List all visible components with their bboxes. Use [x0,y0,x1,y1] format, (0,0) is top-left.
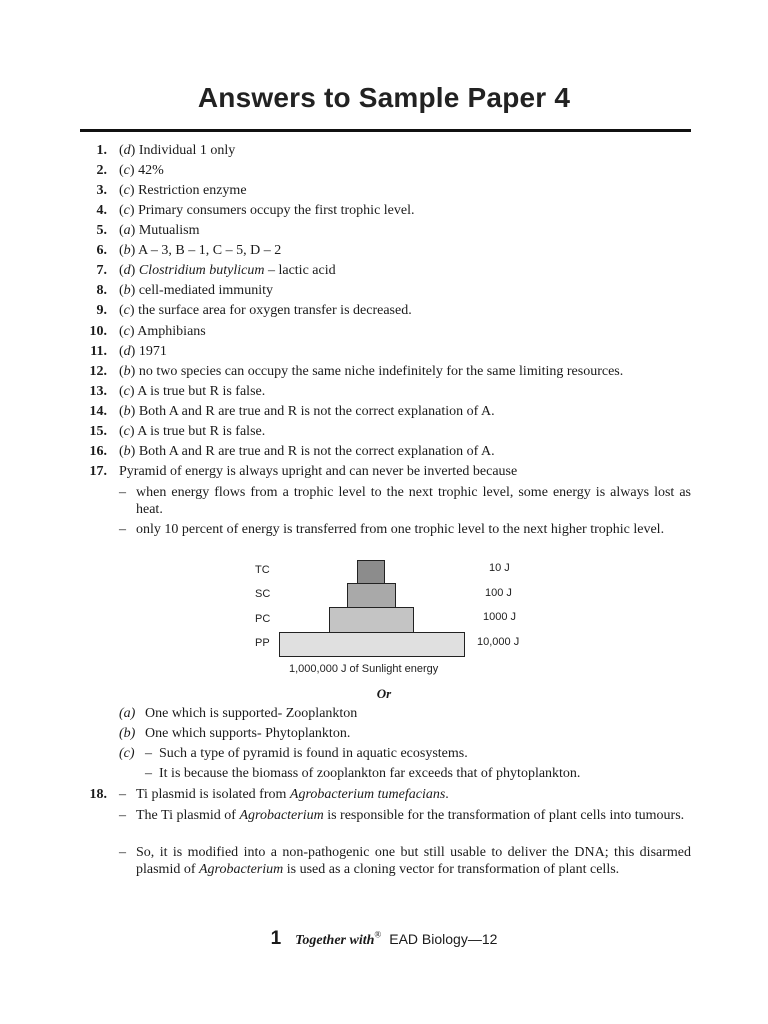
q17-intro: Pyramid of energy is always upright and can never be inverted because [119,464,518,479]
registered-mark: ® [374,929,382,940]
answer-number: 3. [96,183,107,198]
answer-number: 8. [96,283,107,298]
answer-option: (a) [119,223,136,238]
level-label-tc: TC [255,564,270,576]
answer-option: (b) [119,364,136,379]
answer-number: 9. [96,303,107,318]
q18-number: 18. [89,787,107,802]
q17-part-c-text-1: Such a type of pyramid is found in aquatic ecosystems. [159,746,468,761]
answer-body: Restriction enzyme [138,183,247,198]
level-label-pp: PP [255,637,270,649]
q18-point-2-text: The Ti plasmid of Agrobacterium is responsible for the transformation of plant cells into tumours. [136,808,685,823]
pyramid-block-pc [329,607,414,633]
answer-number: 7. [96,263,107,278]
answer-body: 42% [138,163,164,178]
footer-brand: Together with [295,933,375,948]
energy-label-tc: 10 J [489,562,510,574]
or-separator: Or [376,686,392,701]
pyramid-block-sc [347,583,396,608]
answer-body: cell-mediated immunity [138,283,273,298]
answer-text [119,282,273,299]
dash: – [119,845,126,860]
answer-body: A is true but R is false. [137,384,266,399]
answer-text [119,343,167,360]
answer-number: 12. [89,364,107,379]
answer-number: 14. [89,404,107,419]
q17-number: 17. [89,464,107,479]
title-rule [80,129,691,132]
dash: – [119,522,126,537]
answer-text [119,323,206,340]
answer-option: (b) [119,283,136,298]
answer-option: (b) [119,243,136,258]
answer-text [119,222,200,239]
answer-body: the surface area for oxygen transfer is decreased. [138,303,412,318]
q17-part-a-text: One which is supported- Zooplankton [145,706,358,721]
answer-text [119,182,247,199]
answer-number: 10. [89,324,107,339]
dash: – [119,808,126,823]
answer-text [119,242,281,259]
energy-label-sc: 100 J [485,587,512,599]
q17-part-b-text: One which supports- Phytoplankton. [145,726,351,741]
answer-text [119,202,415,219]
answer-option: (b) [119,404,136,419]
q17-part-a-label: (a) [119,706,136,721]
dash: – [145,746,152,761]
answer-italic-term: Clostridium butylicum [138,263,265,278]
energy-label-pc: 1000 J [483,611,517,623]
answer-option: (c) [119,384,135,399]
q18-point-3-text: So, it is modified into a non-pathogenic one but still usable to deliver the DNA; this disarmed plasmid of Agrobacterium is used as a cloning vector for transformation of plant cells. [136,845,691,877]
answer-number: 5. [96,223,107,238]
level-label-pc: PC [255,613,271,625]
pyramid-block-pp [279,632,465,657]
q18-point-1: Ti plasmid is isolated from Agrobacterium tumefacians. [136,787,449,802]
answer-number: 13. [89,384,107,399]
answer-option: (c) [119,163,135,178]
pyramid-caption: 1,000,000 J of Sunlight energy [289,663,439,675]
footer-book-title: EAD Biology—12 [389,931,498,947]
answer-body: no two species can occupy the same niche indefinitely for the same limiting resources. [138,364,624,379]
answer-text [119,142,235,159]
answer-number: 2. [96,163,107,178]
pyramid-block-tc [357,560,385,584]
answer-number: 15. [89,424,107,439]
page-number: 1 [270,928,282,949]
answer-body: – lactic acid [264,263,336,278]
answer-body: Individual 1 only [138,143,236,158]
page-footer [0,928,768,950]
answer-option: (c) [119,424,135,439]
energy-label-pp: 10,000 J [477,636,520,648]
answer-text [119,443,495,460]
answer-option: (c) [119,203,135,218]
answer-text [119,403,495,420]
answer-body: Mutualism [138,223,200,238]
dash: – [119,787,126,802]
answer-option: (b) [119,444,136,459]
answer-option: (c) [119,183,135,198]
q17-part-c-text-2: It is because the biomass of zooplankton far exceeds that of phytoplankton. [159,766,581,781]
q17-part-b-label: (b) [119,726,136,741]
answer-number: 11. [90,344,107,359]
answer-body: Both A and R are true and R is not the correct explanation of A. [138,404,495,419]
answer-option: (d) [119,143,136,158]
answer-body: 1971 [138,344,167,359]
answer-text [119,162,164,179]
answer-body: A is true but R is false. [137,424,266,439]
answer-number: 1. [96,143,107,158]
answer-text [119,262,336,279]
answer-body: A – 3, B – 1, C – 5, D – 2 [138,243,282,258]
answer-number: 4. [96,203,107,218]
answer-body: Amphibians [137,324,206,339]
q17-point-1-text: when energy flows from a trophic level to the next trophic level, some energy is always lost as heat. [136,485,691,517]
answer-body: Primary consumers occupy the first trophic level. [138,203,415,218]
answer-text [119,383,265,400]
answer-option: (c) [119,324,135,339]
dash: – [119,485,126,500]
answer-number: 16. [89,444,107,459]
q17-part-c-label: (c) [119,746,135,761]
answer-text [119,423,265,440]
q17-point-2-text: only 10 percent of energy is transferred from one trophic level to the next higher trophic level. [136,522,665,537]
level-label-sc: SC [255,588,271,600]
dash: – [145,766,152,781]
answer-text [119,363,623,380]
answer-body: Both A and R are true and R is not the correct explanation of A. [138,444,495,459]
answer-option: (d) [119,344,136,359]
page-title: Answers to Sample Paper 4 [197,82,571,113]
answer-text [119,302,412,319]
answer-option: (d) [119,263,136,278]
answer-number: 6. [96,243,107,258]
answer-option: (c) [119,303,135,318]
